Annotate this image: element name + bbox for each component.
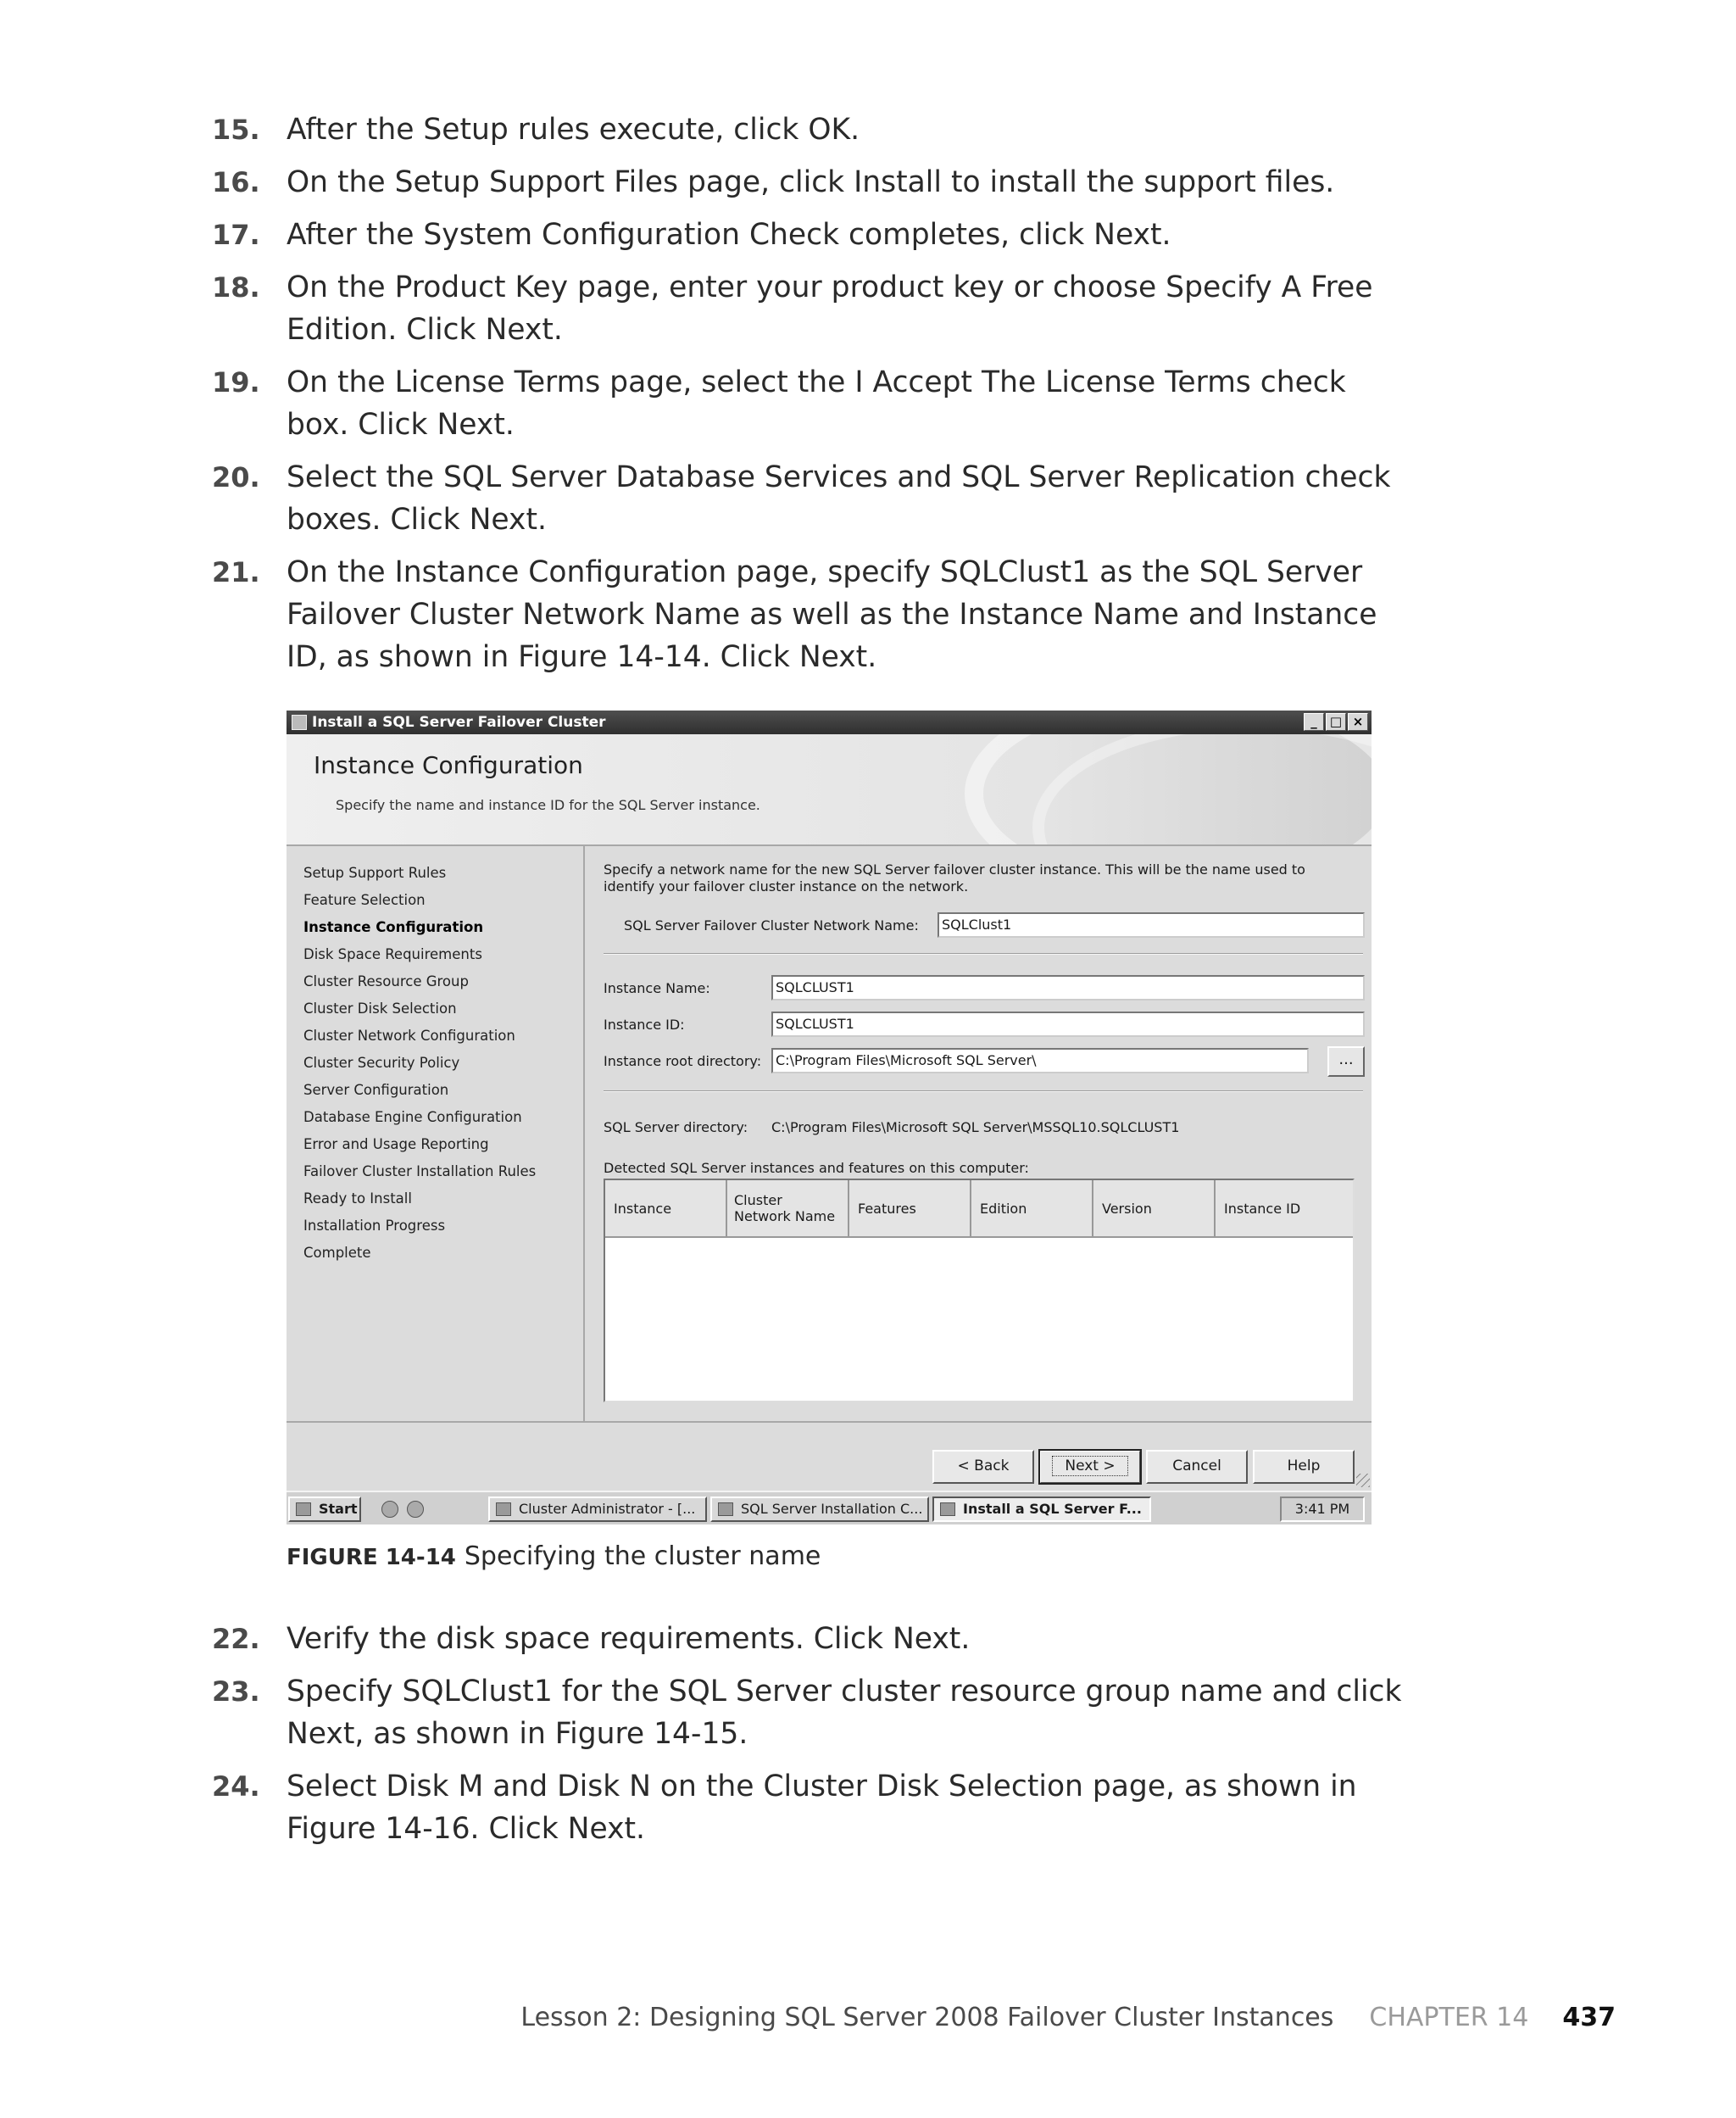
wizard-steps-nav [287,846,585,1421]
instance-config-panel [587,846,1372,1421]
instance-id-input[interactable]: SQLCLUST1 [771,1012,1365,1037]
step-text: On the License Terms page, select the I Accept The License Terms check box. Click Next. [287,365,1346,442]
back-button[interactable]: < Back [932,1450,1034,1484]
divider [604,953,1363,955]
column-header-instance-id[interactable]: Instance ID [1224,1200,1301,1217]
page-number: 437 [1562,2003,1616,2032]
step-number: 20. [212,461,260,493]
start-button[interactable] [288,1497,361,1522]
resize-grip-icon[interactable] [1356,1474,1370,1487]
nav-item-installation-progress[interactable]: Installation Progress [303,1218,446,1234]
column-header-features[interactable]: Features [849,1180,971,1236]
nav-item-instance-configuration[interactable]: Instance Configuration [303,919,484,935]
column-header-cluster-network-name[interactable]: Cluster Network Name [727,1180,849,1236]
taskbar-item-label: Cluster Administrator - [... [519,1501,696,1517]
step-text: Specify SQLClust1 for the SQL Server cluster resource group name and click Next, as shown in Figure 14-15. [287,1675,1402,1751]
nav-item-ready-to-install[interactable]: Ready to Install [303,1190,412,1207]
installer-app-icon [292,715,307,730]
taskbar-item-label: SQL Server Installation C... [741,1501,923,1517]
start-label: Start [319,1501,358,1517]
explorer-quicklaunch-icon[interactable] [381,1501,398,1518]
step-text: On the Instance Configuration page, specify SQLClust1 as the SQL Server Failover Cluster Network Name as well as the Instance Name and Instance ID, as shown in Figure 14-14. Click Next. [287,555,1377,674]
nav-item-disk-space-requirements[interactable]: Disk Space Requirements [303,946,482,962]
next-button-label: Next > [1052,1456,1127,1476]
instance-name-input[interactable]: SQLCLUST1 [771,975,1365,1000]
step-number: 19. [212,366,260,399]
maximize-button[interactable]: □ [1326,713,1346,731]
step-number: 17. [212,219,260,251]
page-footer [520,2003,1616,2032]
figure-label: FIGURE 14-14 [287,1545,456,1570]
close-button[interactable]: × [1348,713,1368,731]
footer-lesson: Lesson 2: Designing SQL Server 2008 Failover Cluster Instances [520,2003,1334,2032]
nav-item-cluster-disk-selection[interactable]: Cluster Disk Selection [303,1000,457,1017]
step-number: 15. [212,114,260,146]
step-text: On the Product Key page, enter your product key or choose Specify A Free Edition. Click Next. [287,270,1373,347]
window-title: Install a SQL Server Failover Cluster [312,714,606,731]
step-text: After the System Configuration Check completes, click Next. [287,218,1171,252]
sql-setup-icon [940,1502,955,1516]
windows-logo-icon [296,1502,311,1516]
minimize-button[interactable]: _ [1304,713,1324,731]
figure-caption-text: Specifying the cluster name [464,1541,821,1571]
nav-item-database-engine-configuration[interactable]: Database Engine Configuration [303,1109,522,1125]
column-header-instance[interactable]: Instance [605,1180,727,1236]
taskbar-item-install-failover-cluster[interactable] [932,1497,1151,1522]
root-directory-input[interactable]: C:\Program Files\Microsoft SQL Server\ [771,1048,1309,1073]
divider [604,1090,1363,1092]
nav-item-failover-cluster-installation-rules[interactable]: Failover Cluster Installation Rules [303,1163,537,1179]
window-titlebar [287,711,1372,734]
step-number: 16. [212,166,260,198]
nav-item-cluster-resource-group[interactable]: Cluster Resource Group [303,973,469,989]
root-directory-label: Instance root directory: [604,1053,762,1069]
step-number: 23. [212,1675,260,1708]
taskbar-item-cluster-admin[interactable] [488,1497,707,1522]
taskbar-item-label: Install a SQL Server F... [963,1501,1142,1517]
step-text: Select Disk M and Disk N on the Cluster Disk Selection page, as shown in Figure 14-16. Click Next. [287,1770,1357,1846]
step-text: Select the SQL Server Database Services and SQL Server Replication check boxes. Click Next. [287,460,1391,537]
step-number: 22. [212,1623,260,1655]
windows-taskbar [287,1491,1372,1524]
help-button[interactable]: Help [1253,1450,1355,1484]
detected-instances-label: Detected SQL Server instances and features on this computer: [604,1160,1029,1176]
taskbar-clock: 3:41 PM [1280,1497,1365,1522]
browse-button[interactable]: ... [1327,1046,1365,1077]
sql-setup-icon [718,1502,733,1516]
nav-item-cluster-network-configuration[interactable]: Cluster Network Configuration [303,1028,515,1044]
cancel-button[interactable]: Cancel [1146,1450,1248,1484]
nav-item-cluster-security-policy[interactable]: Cluster Security Policy [303,1055,460,1071]
instance-name-label: Instance Name: [604,980,710,996]
intro-text: Specify a network name for the new SQL Server failover cluster instance. This will be the name used to identify your failover cluster instance on the network. [604,861,1305,895]
instance-id-label: Instance ID: [604,1017,685,1033]
sql-directory-value: C:\Program Files\Microsoft SQL Server\MSSQL10.SQLCLUST1 [771,1119,1180,1135]
wizard-header [287,734,1372,846]
network-name-label: SQL Server Failover Cluster Network Name: [624,917,919,934]
installer-screenshot [287,711,1372,1524]
taskbar-item-sql-installation-center[interactable] [710,1497,929,1522]
column-header-edition[interactable]: Edition [971,1180,1093,1236]
detected-instances-table[interactable] [604,1179,1355,1402]
browser-quicklaunch-icon[interactable] [407,1501,424,1518]
step-text: On the Setup Support Files page, click Install to install the support files. [287,165,1335,199]
network-name-input[interactable]: SQLClust1 [938,912,1365,938]
step-text: After the Setup rules execute, click OK. [287,113,860,147]
cluster-admin-icon [496,1502,511,1516]
sql-directory-label: SQL Server directory: [604,1119,748,1135]
step-number: 24. [212,1770,260,1803]
table-header-row [605,1180,1353,1238]
column-header-version[interactable]: Version [1093,1180,1216,1236]
figure-caption [287,1541,821,1571]
footer-chapter: CHAPTER 14 [1369,2003,1529,2032]
nav-item-setup-support-rules[interactable]: Setup Support Rules [303,865,447,881]
page-subtitle: Specify the name and instance ID for the SQL Server instance. [336,797,760,813]
next-button[interactable] [1039,1450,1141,1484]
nav-item-server-configuration[interactable]: Server Configuration [303,1082,449,1098]
step-number: 21. [212,556,260,588]
nav-item-complete[interactable]: Complete [303,1245,371,1261]
nav-item-error-usage-reporting[interactable]: Error and Usage Reporting [303,1136,489,1152]
step-number: 18. [212,271,260,304]
step-text: Verify the disk space requirements. Click Next. [287,1622,971,1656]
nav-item-feature-selection[interactable]: Feature Selection [303,892,426,908]
page-title: Instance Configuration [314,751,583,779]
